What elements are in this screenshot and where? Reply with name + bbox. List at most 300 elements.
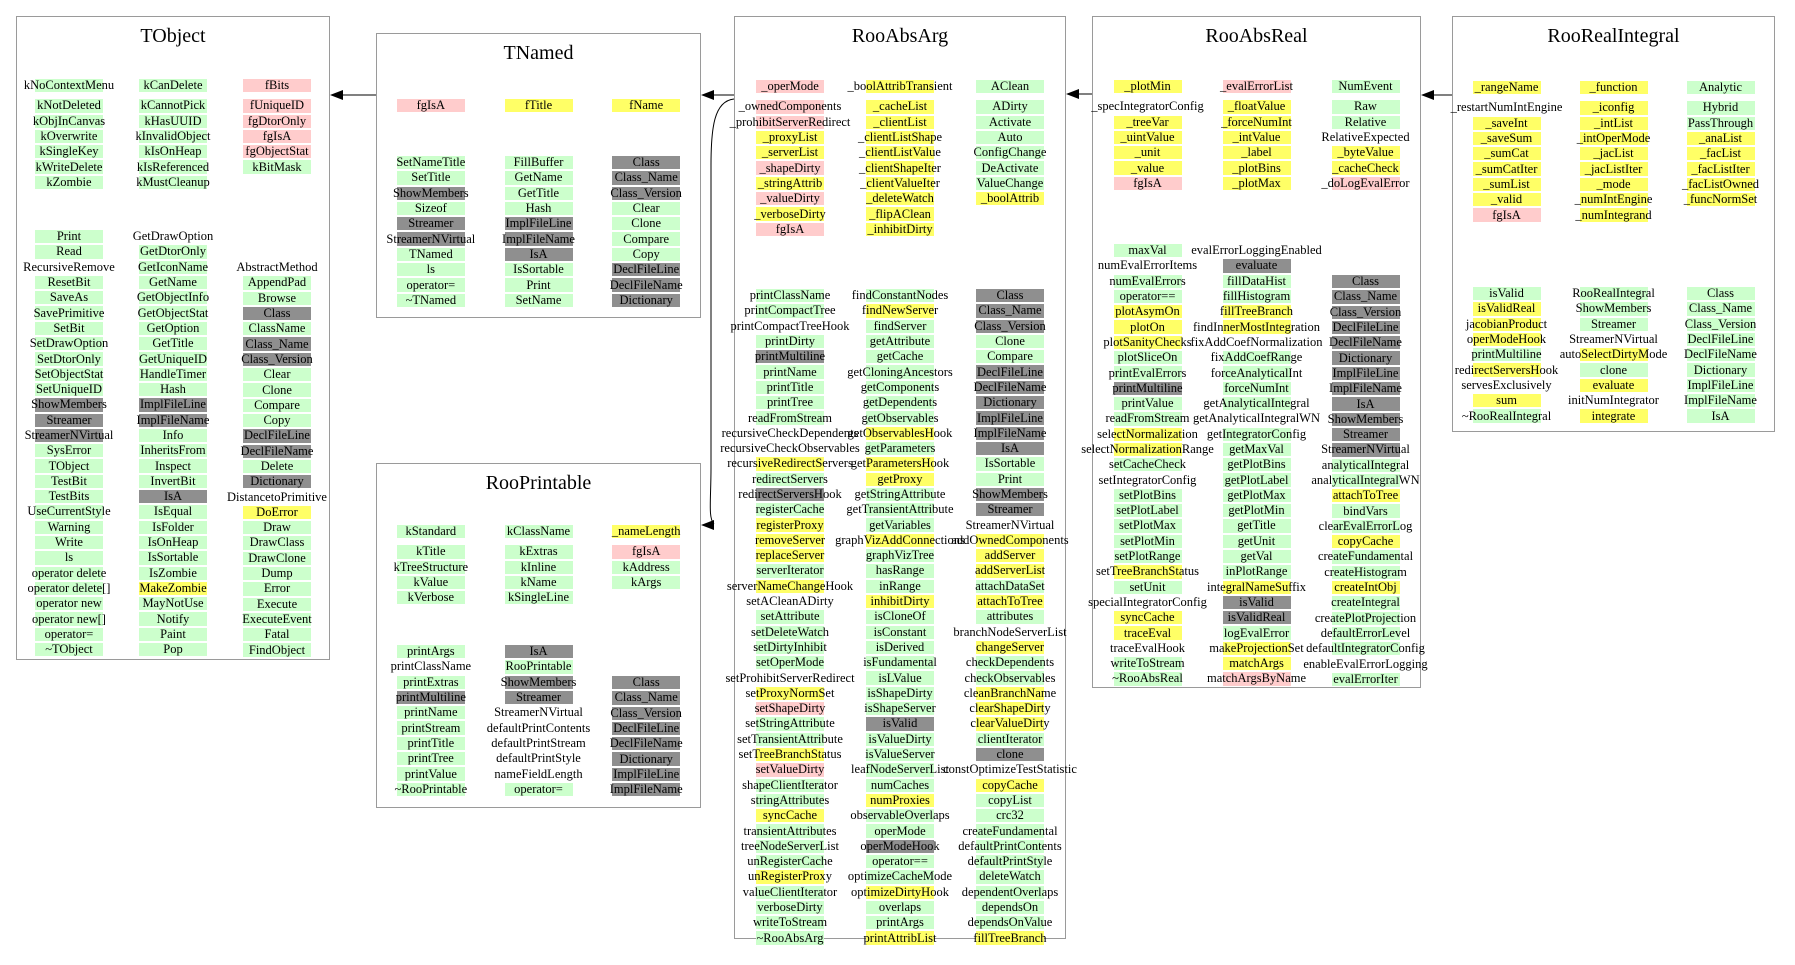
member-item [1093,365,1202,380]
member-label: _facListOwned [1681,176,1760,191]
member-label: kOverwrite [40,129,98,144]
member-label: ConfigChange [973,145,1047,160]
member-label: deleteWatch [979,869,1041,884]
member-label: ImplFileName [1684,393,1757,408]
member-label: defaultPrintStyle [967,854,1053,869]
member-item [1093,411,1202,426]
member-item [735,176,845,191]
member-label: Streamer [408,216,454,231]
member-item [955,579,1065,594]
member-label: TObject [48,458,90,473]
member-label: DeclFileName [609,736,683,751]
member-item [225,260,329,275]
member-label: IsA [529,644,548,659]
member-item [17,458,121,473]
member-item [1560,362,1667,377]
member-label: addServerList [974,563,1046,578]
member-label: printMultiline [754,349,826,364]
member-item [1093,580,1202,595]
member-item [735,472,845,487]
member-label: _jacList [1593,146,1634,161]
member-item [955,930,1065,945]
member-item [845,762,955,777]
member-label: printTree [766,395,814,410]
member-label: copyCache [982,777,1038,792]
member-item [485,751,593,766]
member-label: _saveSum [1480,131,1533,146]
member-item [121,642,225,657]
member-column [720,288,860,946]
member-label: SaveAs [49,290,89,305]
member-label: findServer [873,318,927,333]
member-item [1311,320,1420,335]
member-label: makeProjectionSet [1209,640,1304,655]
member-item [845,686,955,701]
member-item [121,413,225,428]
member-item [1093,396,1202,411]
member-label: StreamerNVirtual [24,428,114,442]
member-label: bindVars [1343,503,1388,518]
member-label: printClassName [390,659,472,674]
member-item [592,575,700,590]
member-label: Inspect [154,458,192,473]
member-label: _stringAttrib [757,175,823,190]
member-label: kBitMask [252,159,302,174]
member-item [955,288,1065,303]
member-item [121,428,225,443]
member-item [955,303,1065,318]
member-item [1311,427,1420,442]
member-label: _flipAClean [869,206,931,221]
member-label: getObservablesHook [847,425,953,440]
member-label: _doLogEvalError [1321,175,1410,190]
member-label: GetTitle [517,185,560,200]
member-label: findInnerMostIntegration [1192,319,1321,334]
member-label: ImplFileLine [977,410,1043,425]
member-item [735,885,845,900]
member-item [121,627,225,642]
member-item [1311,130,1420,145]
member-item [485,782,593,797]
member-label: verboseDirty [757,900,823,915]
member-item [845,441,955,456]
member-label: _prohibitServerRedirect [729,114,851,129]
member-label: Class [1351,274,1380,289]
member-label: SavePrimitive [33,305,105,320]
member-item [17,367,121,382]
member-label: DeclFileName [1329,335,1402,350]
member-item [1093,319,1202,334]
member-item [1311,99,1420,114]
member-label: Activate [988,114,1032,129]
member-item [225,612,329,627]
member-item [1560,146,1667,161]
member-label: Hybrid [1702,100,1739,115]
member-item [592,736,700,751]
member-item [377,782,485,797]
member-label: IsZombie [149,565,197,580]
member-item [592,155,700,170]
member-item [955,319,1065,334]
member-item [845,426,955,441]
member-label: initNumIntegrator [1568,393,1659,408]
member-label: printArgs [406,644,455,659]
member-label: operator delete [31,565,107,580]
member-item [735,640,845,655]
member-label: ImplFileName [609,782,683,797]
member-label: DeclFileLine [1687,332,1754,347]
member-item [225,321,329,336]
member-item [955,426,1065,441]
member-label: fillHistogram [1222,289,1291,304]
member-item [845,145,955,160]
member-label: setOperMode [755,655,825,670]
member-item [377,720,485,735]
member-label: Class_Version [1684,316,1757,331]
member-label: Raw [1354,99,1377,114]
member-item [485,575,593,590]
member-label: fillTreeBranch [973,930,1047,945]
member-item [735,364,845,379]
member-label: _intValue [1232,130,1281,145]
member-label: selectNormalizationRange [1081,442,1214,456]
member-label: graphVizTree [865,548,935,563]
member-label: fillDataHist [1226,273,1286,288]
member-label: _specIntegratorConfig [1091,99,1204,114]
member-item [225,367,329,382]
member-label: numProxies [870,792,930,807]
member-label: ImplFileLine [140,397,206,412]
member-label: findConstantNodes [851,288,949,303]
member-label: kInvalidObject [135,129,211,144]
member-label: Fatal [264,627,290,642]
member-column [1560,80,1667,223]
member-label: clearValueDirty [970,716,1050,731]
class-box-rooabsreal [1081,16,1428,688]
member-item [225,413,329,428]
member-item [121,520,225,535]
member-item [721,425,859,441]
member-item [1311,672,1420,687]
member-item [121,566,225,581]
member-label: ls [426,262,435,277]
member-item [485,720,593,735]
member-label: forceNumInt [1224,380,1289,395]
member-item [955,334,1065,349]
member-item [845,670,955,685]
member-label: clone [1599,362,1628,377]
member-item [1202,79,1311,94]
member-item [592,721,700,736]
member-label: Class [263,306,291,321]
member-label: _label [1241,145,1272,160]
member-label: attachDataSet [975,578,1045,593]
member-label: DeclFileName [609,277,683,292]
member-label: GetName [514,170,563,185]
member-item [955,410,1065,425]
member-label: kMustCleanup [136,174,210,189]
member-label: Dictionary [619,751,673,766]
member-label: DrawClone [248,550,306,565]
member-item [1093,549,1202,564]
member-item [1667,177,1774,192]
member-item [845,701,955,716]
member-label: InheritsFrom [140,443,206,458]
member-item [121,290,225,305]
member-item [1311,176,1420,191]
member-item [845,869,955,884]
member-item [17,474,121,489]
member-label: Sizeof [414,201,447,216]
member-label: Dictionary [1693,362,1748,377]
member-item [1453,146,1560,161]
member-item [1202,115,1311,130]
member-item [1667,80,1774,95]
member-item [17,129,121,144]
member-label: Class_Name [1688,301,1753,316]
member-label: setACleanADirty [746,594,834,609]
member-label: getComponents [860,379,940,394]
member-label: kAddress [622,559,670,574]
member-label: operator new[] [32,611,106,626]
member-label: createHistogram [1324,564,1407,579]
member-item [377,766,485,781]
member-item [735,487,845,502]
member-label: Class [632,155,660,170]
member-label: readFromStream [747,410,832,425]
member-item [1311,396,1420,411]
member-label: unRegisterCache [747,854,833,869]
member-label: setPlotRange [1114,549,1181,564]
member-item [1311,350,1420,365]
member-item [1560,161,1667,176]
member-item [1202,641,1311,656]
member-item [1192,411,1321,426]
member-item [121,443,225,458]
member-label: Class_Version [610,705,682,720]
member-label: fixAddCoefNormalization [1190,334,1323,349]
member-label: GetDtorOnly [140,244,206,259]
member-label: Class [1706,286,1735,301]
member-item [845,472,955,487]
class-title: RooAbsArg [851,25,949,47]
member-item [735,288,845,303]
member-item [1311,611,1420,626]
member-label: _valid [1490,192,1523,207]
member-item [735,206,845,221]
member-item [1093,427,1202,442]
member-label: printMultiline [395,690,466,705]
member-label: _plotMax [1232,175,1281,190]
member-label: GetUniqueID [138,351,208,366]
member-item [377,705,485,720]
member-item [1202,534,1311,549]
member-item [735,502,845,517]
member-label: _rangeName [1474,80,1539,95]
member-item [1453,408,1560,423]
member-item [735,99,845,114]
member-label: Dictionary [983,395,1037,410]
arrowhead-roorealintegral-to-rooabsreal [1421,90,1434,100]
member-label: createIntObj [1334,580,1397,595]
member-item [735,915,845,930]
member-label: StreamerNVirtual [1321,442,1410,457]
member-label: kVerbose [407,590,455,605]
member-label: getTransientAttribute [846,502,954,517]
member-label: defaultIntegratorConfig [1306,641,1425,656]
member-item [951,532,1069,548]
member-column [729,79,851,237]
member-item [121,321,225,336]
member-label: ShowMembers [392,185,469,200]
member-label: Class_Version [241,351,313,366]
member-item [225,459,329,474]
member-label: SetDrawOption [29,336,109,351]
member-item [17,428,121,443]
member-label: _unit [1134,145,1161,160]
member-item [121,98,225,113]
member-label: _numIntegrand [1575,207,1652,222]
member-column [17,78,121,190]
member-label: Class_Version [610,185,682,200]
member-item [955,915,1065,930]
member-item [1093,115,1202,130]
member-item [1202,274,1311,289]
member-item [1311,305,1420,320]
member-label: stringAttributes [750,792,830,807]
member-label: constOptimizeTestStatistic [943,762,1077,777]
member-label: printName [763,364,817,379]
member-item [1202,427,1311,442]
member-label: nameFieldLength [494,766,583,781]
member-item [225,566,329,581]
member-column [225,260,329,658]
member-label: defaultPrintContents [486,720,591,735]
member-item [1202,442,1311,457]
member-label: Relative [1344,114,1387,129]
member-label: ImplFileName [973,425,1047,440]
member-label: _valueDirty [760,191,820,206]
member-label: IsA [1356,396,1375,411]
member-item [485,524,593,539]
member-item [955,176,1065,191]
member-label: numCaches [870,777,930,792]
member-label: Auto [997,130,1023,145]
member-label: optimizeDirtyHook [851,884,949,899]
member-label: DeActivate [981,160,1039,175]
member-item [1667,146,1774,161]
member-item [955,778,1065,793]
member-label: ClassName [248,321,306,336]
member-item [377,277,485,292]
member-item [1311,274,1420,289]
member-item [1453,286,1560,301]
member-item [1202,258,1311,273]
member-label: ImplFileName [136,412,210,427]
member-label: sum [1496,393,1517,408]
member-item [17,596,121,611]
member-item [955,625,1065,640]
member-label: DistancetoPrimitive [227,489,327,504]
member-label: treeNodeServerList [741,838,839,853]
member-label: AbstractMethod [236,260,318,275]
member-label: printArgs [876,915,924,930]
member-item [1093,564,1202,579]
member-label: Streamer [1590,316,1637,331]
member-label: GetObjectStat [137,305,209,320]
member-label: Print [526,277,551,292]
member-label: fgIsA [1492,207,1521,222]
member-label: AClean [990,79,1030,94]
member-label: forceAnalyticalInt [1210,365,1303,380]
member-label: isConstant [873,624,927,639]
member-item [592,201,700,216]
member-item [1093,350,1202,365]
class-title: RooAbsReal [1205,25,1308,47]
member-item [1088,594,1207,610]
member-item [17,336,121,351]
member-label: changeServer [975,639,1045,654]
member-label: matchArgs [1229,656,1284,671]
member-item [955,808,1065,823]
member-item [1667,301,1774,316]
member-column [1303,274,1428,687]
member-label: kHasUUID [144,113,202,128]
member-item [735,655,845,670]
member-label: defaultPrintStyle [496,751,581,766]
member-label: ShowMembers [972,487,1048,501]
member-item [735,130,845,145]
member-item [1667,393,1774,408]
member-item [1311,580,1420,595]
member-label: printMultiline [1112,380,1183,395]
member-item [1311,534,1420,549]
member-label: setPlotMin [1120,533,1175,548]
member-label: kClassName [506,524,571,539]
member-item [955,885,1065,900]
member-item [225,98,329,113]
member-item [735,869,845,884]
member-item [121,129,225,144]
member-item [1311,488,1420,503]
member-label: _treeVar [1126,114,1169,129]
member-label: kNotDeleted [37,98,101,113]
member-label: SetUniqueID [36,382,102,397]
member-label: _forceNumInt [1221,114,1292,129]
member-item [1311,115,1420,130]
member-label: getAnalyticalIntegralWN [1192,411,1321,426]
member-item [1093,274,1202,289]
member-item [17,351,121,366]
member-label: StreamerNVirtual [1569,332,1658,347]
member-label: Class_Name [614,170,678,185]
member-item [121,489,225,504]
member-item [17,520,121,535]
member-item [735,222,845,237]
member-label: setPlotBins [1119,487,1176,502]
member-item [225,551,329,566]
member-label: defaultErrorLevel [1320,625,1411,640]
member-item [845,517,955,532]
member-label: maxVal [1128,243,1167,258]
member-label: setDeleteWatch [750,624,830,639]
member-item [121,260,225,275]
member-label: ShowMembers [1575,301,1652,316]
member-label: copyList [988,792,1032,807]
member-item [1453,393,1560,408]
member-item [845,747,955,762]
member-item [845,716,955,731]
